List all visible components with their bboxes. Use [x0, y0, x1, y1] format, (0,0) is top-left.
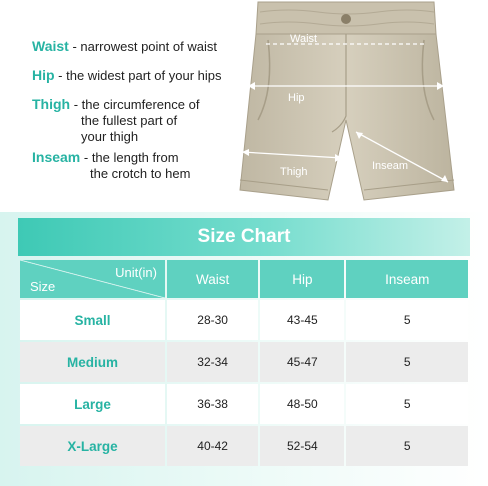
definition-thigh-text: the circumference of	[81, 97, 200, 112]
hip-value: 48-50	[260, 384, 344, 424]
term-inseam: Inseam	[32, 149, 81, 165]
definition-thigh-line-3: your thigh	[81, 129, 139, 144]
definition-hip-text: the widest part of your hips	[66, 68, 222, 83]
inseam-value: 5	[346, 342, 468, 382]
size-label: Size	[30, 279, 56, 294]
definition-waist-text: narrowest point of waist	[80, 39, 217, 54]
size-unit-header	[20, 260, 165, 298]
waist-value: 36-38	[167, 384, 258, 424]
size-chart-title: Size Chart	[197, 226, 291, 247]
definition-inseam-line-2: the crotch to hem	[90, 166, 191, 181]
term-waist: Waist	[32, 38, 69, 54]
button-icon	[341, 14, 351, 24]
unit-label: Unit(in)	[115, 265, 157, 280]
definition-inseam-text: the length from	[91, 150, 179, 165]
waist-value: 32-34	[167, 342, 258, 382]
term-hip: Hip	[32, 67, 55, 83]
size-name: Large	[20, 384, 165, 424]
size-chart-title-band	[18, 218, 470, 256]
inseam-value: 5	[346, 426, 468, 466]
diagram-label-hip: Hip	[288, 92, 305, 104]
diagram-label-waist: Waist	[290, 33, 318, 45]
hip-value: 43-45	[260, 300, 344, 340]
waist-value: 40-42	[167, 426, 258, 466]
measurement-guide	[0, 0, 488, 210]
waist-value: 28-30	[167, 300, 258, 340]
size-name: Medium	[20, 342, 165, 382]
table-row	[20, 342, 468, 382]
definition-thigh: Thigh - the circumference of the fullest part of your thigh	[32, 96, 200, 144]
hip-value: 45-47	[260, 342, 344, 382]
definition-waist: Waist - narrowest point of waist	[32, 38, 217, 54]
table-row	[20, 384, 468, 424]
table-row	[20, 426, 468, 466]
size-name: X-Large	[20, 426, 165, 466]
size-name: Small	[20, 300, 165, 340]
definition-thigh-line-2: the fullest part of	[81, 113, 178, 128]
size-chart-header-row	[20, 260, 468, 298]
inseam-value: 5	[346, 300, 468, 340]
diagram-label-inseam: Inseam	[372, 160, 409, 172]
column-header-waist: Waist	[167, 260, 258, 298]
definition-inseam: Inseam - the length from the crotch to hem	[32, 149, 191, 181]
inseam-value: 5	[346, 384, 468, 424]
size-chart-table	[18, 258, 470, 468]
column-header-inseam: Inseam	[346, 260, 468, 298]
table-row	[20, 300, 468, 340]
hip-value: 52-54	[260, 426, 344, 466]
shorts-image	[228, 0, 468, 210]
shorts-illustration	[228, 0, 468, 210]
diagram-label-thigh: Thigh	[280, 166, 308, 178]
column-header-hip: Hip	[260, 260, 344, 298]
term-thigh: Thigh	[32, 96, 71, 112]
definition-hip: Hip - the widest part of your hips	[32, 67, 222, 83]
